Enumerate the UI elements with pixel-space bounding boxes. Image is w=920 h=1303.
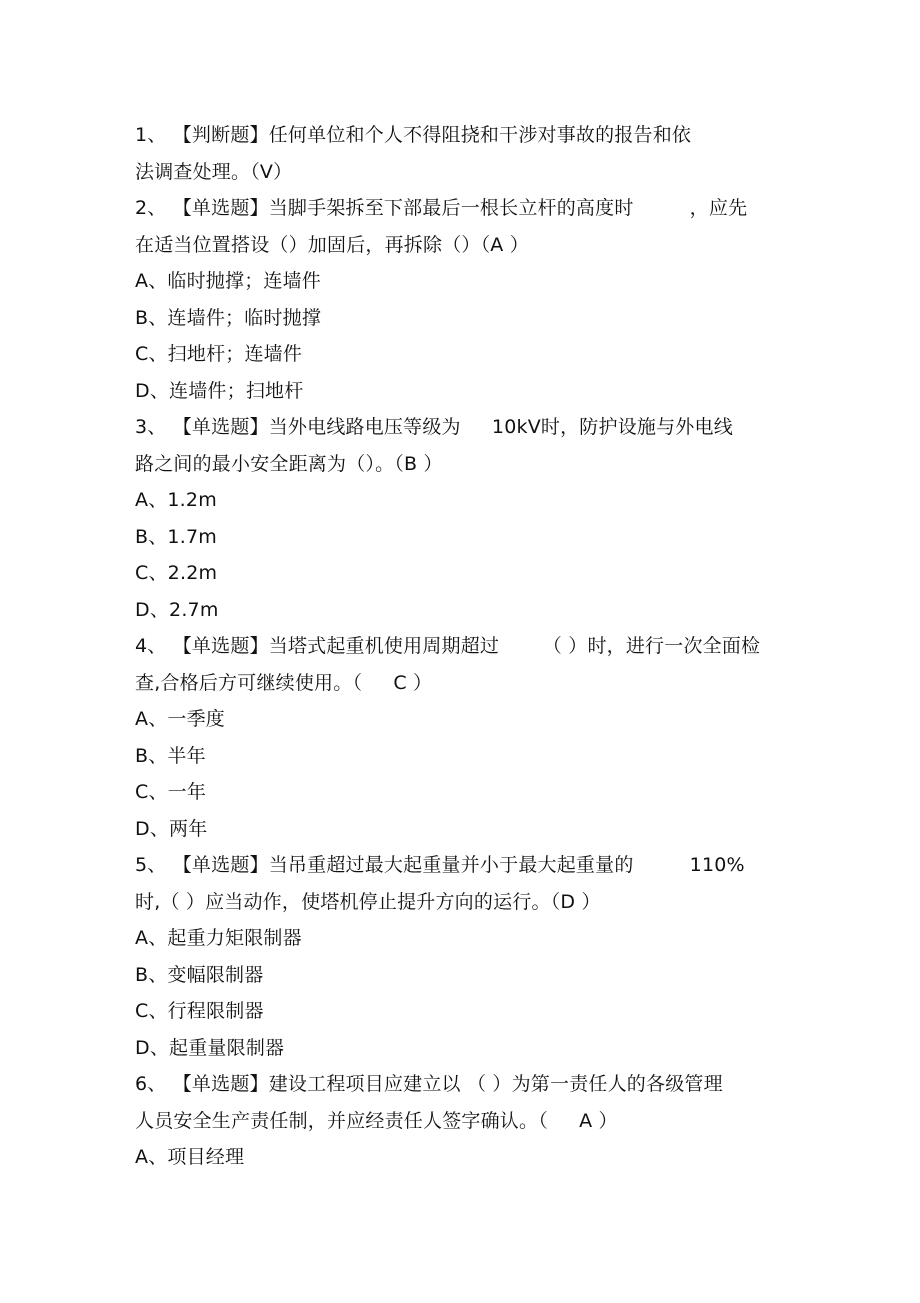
q4-option-c: C、一年	[135, 781, 207, 803]
q1-stem-line1: 1、 【判断题】任何单位和个人不得阻挠和干涉对事故的报告和依	[135, 124, 692, 146]
q4-option-a: A、一季度	[135, 708, 225, 730]
q4-option-d: D、两年	[135, 817, 208, 840]
q5-stem-line1: 5、 【单选题】当吊重超过最大起重量并小于最大起重量的 110%	[135, 854, 745, 876]
q2-option-b: B、连墙件；临时抛撑	[135, 306, 322, 329]
q2-option-a: A、临时抛撑；连墙件	[135, 270, 321, 292]
q3-option-b: B、1.7m	[135, 525, 217, 548]
q3-option-d: D、2.7m	[135, 598, 219, 621]
q3-option-a: A、1.2m	[135, 489, 217, 511]
q4-stem-line1: 4、 【单选题】当塔式起重机使用周期超过 （ ）时，进行一次全面检	[135, 635, 761, 657]
q4-stem-line2: 查,合格后方可继续使用。（ C ）	[135, 671, 433, 694]
q3-option-c: C、2.2m	[135, 562, 218, 584]
q6-stem-line2: 人员安全生产责任制，并应经责任人签字确认。（ A ）	[135, 1109, 618, 1132]
q5-option-b: B、变幅限制器	[135, 963, 264, 986]
q6-stem-line1: 6、 【单选题】建设工程项目应建立以 （ ）为第一责任人的各级管理	[135, 1073, 723, 1095]
q5-option-d: D、起重量限制器	[135, 1036, 285, 1059]
q6-option-a: A、项目经理	[135, 1146, 245, 1168]
q2-stem-line1: 2、 【单选题】当脚手架拆至下部最后一根长立杆的高度时 ，应先	[135, 197, 748, 219]
document-body	[135, 117, 815, 1176]
q2-option-d: D、连墙件；扫地杆	[135, 379, 304, 402]
q1-stem-line2: 法调查处理。（V）	[135, 160, 293, 183]
q5-option-a: A、起重力矩限制器	[135, 927, 302, 949]
q5-option-c: C、行程限制器	[135, 1000, 264, 1022]
q2-stem-line2: 在适当位置搭设（）加固后，再拆除（）（A ）	[135, 233, 529, 256]
q4-option-b: B、半年	[135, 744, 206, 767]
q2-option-c: C、扫地杆；连墙件	[135, 343, 303, 365]
q3-stem-line1: 3、 【单选题】当外电线路电压等级为 10kV时，防护设施与外电线	[135, 416, 733, 438]
q3-stem-line2: 路之间的最小安全距离为（）。（B ）	[135, 452, 443, 475]
q5-stem-line2: 时,（ ）应当动作，使塔机停止提升方向的运行。（D ）	[135, 890, 601, 913]
